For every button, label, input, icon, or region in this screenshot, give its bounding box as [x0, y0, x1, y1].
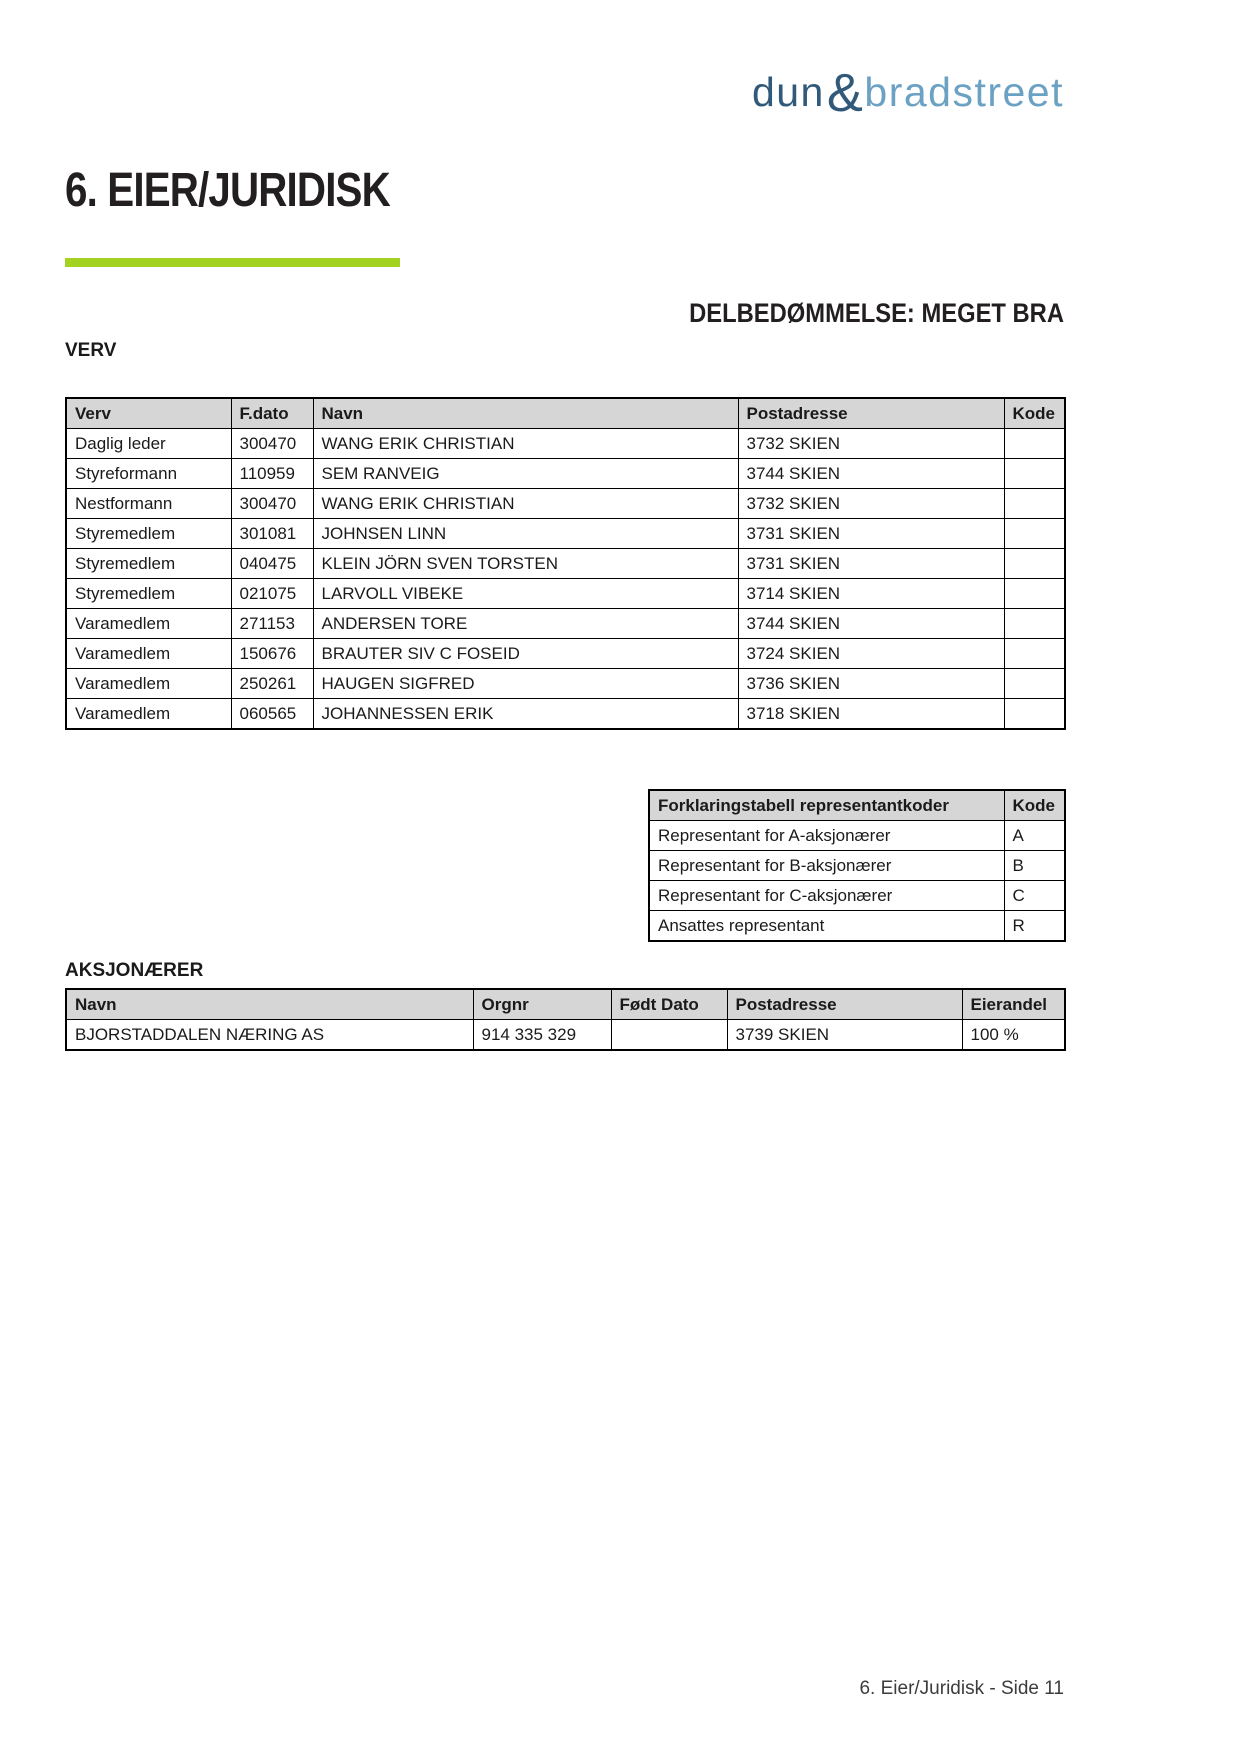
- cell-fdato: 060565: [231, 699, 313, 730]
- forklaring-header-row: [649, 790, 1065, 821]
- verv-col-header-kode: Kode: [1004, 398, 1065, 429]
- table-row: [66, 489, 1065, 519]
- cell-kode: [1004, 549, 1065, 579]
- cell-kode: [1004, 519, 1065, 549]
- cell-navn: ANDERSEN TORE: [313, 609, 738, 639]
- page-title: 6. EIER/JURIDISK: [65, 164, 390, 217]
- cell-kode: [1004, 579, 1065, 609]
- cell-fdato: 250261: [231, 669, 313, 699]
- cell-kode: [1004, 669, 1065, 699]
- verv-col-header-postadresse: Postadresse: [738, 398, 1004, 429]
- cell-fdato: 150676: [231, 639, 313, 669]
- table-row: [649, 821, 1065, 851]
- cell-postadresse: 3724 SKIEN: [738, 639, 1004, 669]
- cell-kode: R: [1004, 911, 1065, 942]
- cell-label: Representant for C-aksjonærer: [649, 881, 1004, 911]
- forklaring-table: [648, 789, 1066, 942]
- cell-verv: Styremedlem: [66, 519, 231, 549]
- cell-fdato: 040475: [231, 549, 313, 579]
- cell-kode: C: [1004, 881, 1065, 911]
- cell-kode: [1004, 609, 1065, 639]
- table-row: [66, 459, 1065, 489]
- cell-navn: BRAUTER SIV C FOSEID: [313, 639, 738, 669]
- cell-postadresse: 3731 SKIEN: [738, 519, 1004, 549]
- cell-verv: Varamedlem: [66, 639, 231, 669]
- verv-table: [65, 397, 1066, 730]
- cell-postadresse: 3714 SKIEN: [738, 579, 1004, 609]
- cell-fdato: 301081: [231, 519, 313, 549]
- cell-postadresse: 3739 SKIEN: [727, 1020, 962, 1051]
- aksjonaerer-col-header-orgnr: Orgnr: [473, 989, 611, 1020]
- aksjonaerer-col-header-eierandel: Eierandel: [962, 989, 1065, 1020]
- page-content: [65, 0, 1064, 1754]
- verv-col-header-verv: Verv: [66, 398, 231, 429]
- table-row: [66, 609, 1065, 639]
- aksjonaerer-section-label: AKSJONÆRER: [65, 960, 204, 981]
- cell-navn: JOHANNESSEN ERIK: [313, 699, 738, 730]
- cell-label: Representant for A-aksjonærer: [649, 821, 1004, 851]
- title-accent-bar: [65, 258, 400, 267]
- forklaring-col-header-label: Forklaringstabell representantkoder: [649, 790, 1004, 821]
- aksjonaerer-col-header-postadresse: Postadresse: [727, 989, 962, 1020]
- cell-verv: Varamedlem: [66, 699, 231, 730]
- cell-eierandel: 100 %: [962, 1020, 1065, 1051]
- verv-header-row: [66, 398, 1065, 429]
- cell-orgnr: 914 335 329: [473, 1020, 611, 1051]
- table-row: [66, 519, 1065, 549]
- table-row: [66, 429, 1065, 459]
- table-row: [649, 911, 1065, 942]
- cell-navn: BJORSTADDALEN NÆRING AS: [66, 1020, 473, 1051]
- cell-verv: Styremedlem: [66, 549, 231, 579]
- table-row: [66, 1020, 1065, 1051]
- cell-kode: [1004, 429, 1065, 459]
- cell-postadresse: 3736 SKIEN: [738, 669, 1004, 699]
- cell-fdato: 110959: [231, 459, 313, 489]
- cell-postadresse: 3718 SKIEN: [738, 699, 1004, 730]
- cell-verv: Daglig leder: [66, 429, 231, 459]
- verv-section-label: VERV: [65, 340, 117, 361]
- aksjonaerer-header-row: [66, 989, 1065, 1020]
- dun-bradstreet-logo: [752, 62, 1064, 124]
- cell-navn: SEM RANVEIG: [313, 459, 738, 489]
- page-footer: 6. Eier/Juridisk - Side 11: [859, 1678, 1064, 1699]
- logo-ampersand-icon: &: [826, 63, 865, 123]
- cell-postadresse: 3744 SKIEN: [738, 459, 1004, 489]
- cell-postadresse: 3732 SKIEN: [738, 429, 1004, 459]
- table-row: [649, 851, 1065, 881]
- cell-navn: WANG ERIK CHRISTIAN: [313, 489, 738, 519]
- cell-kode: [1004, 639, 1065, 669]
- cell-navn: JOHNSEN LINN: [313, 519, 738, 549]
- cell-verv: Varamedlem: [66, 609, 231, 639]
- cell-fdato: 300470: [231, 489, 313, 519]
- cell-label: Representant for B-aksjonærer: [649, 851, 1004, 881]
- cell-verv: Nestformann: [66, 489, 231, 519]
- cell-postadresse: 3732 SKIEN: [738, 489, 1004, 519]
- delbedommelse-heading: DELBEDØMMELSE: MEGET BRA: [689, 298, 1064, 328]
- verv-col-header-fdato: F.dato: [231, 398, 313, 429]
- aksjonaerer-table: [65, 988, 1066, 1051]
- cell-verv: Styremedlem: [66, 579, 231, 609]
- cell-fodt-dato: [611, 1020, 727, 1051]
- cell-kode: [1004, 459, 1065, 489]
- cell-kode: [1004, 699, 1065, 730]
- aksjonaerer-col-header-navn: Navn: [66, 989, 473, 1020]
- table-row: [66, 699, 1065, 730]
- cell-kode: A: [1004, 821, 1065, 851]
- cell-kode: B: [1004, 851, 1065, 881]
- aksjonaerer-col-header-fodt-dato: Født Dato: [611, 989, 727, 1020]
- verv-col-header-navn: Navn: [313, 398, 738, 429]
- cell-verv: Styreformann: [66, 459, 231, 489]
- cell-postadresse: 3744 SKIEN: [738, 609, 1004, 639]
- table-row: [649, 881, 1065, 911]
- cell-fdato: 300470: [231, 429, 313, 459]
- cell-navn: KLEIN JÖRN SVEN TORSTEN: [313, 549, 738, 579]
- cell-verv: Varamedlem: [66, 669, 231, 699]
- cell-navn: HAUGEN SIGFRED: [313, 669, 738, 699]
- cell-postadresse: 3731 SKIEN: [738, 549, 1004, 579]
- cell-navn: LARVOLL VIBEKE: [313, 579, 738, 609]
- table-row: [66, 549, 1065, 579]
- logo-text-dun: dun: [751, 69, 825, 115]
- cell-navn: WANG ERIK CHRISTIAN: [313, 429, 738, 459]
- cell-kode: [1004, 489, 1065, 519]
- table-row: [66, 669, 1065, 699]
- cell-fdato: 271153: [231, 609, 313, 639]
- cell-fdato: 021075: [231, 579, 313, 609]
- logo-text-bradstreet: bradstreet: [864, 69, 1064, 115]
- forklaring-col-header-kode: Kode: [1004, 790, 1065, 821]
- cell-label: Ansattes representant: [649, 911, 1004, 942]
- table-row: [66, 639, 1065, 669]
- table-row: [66, 579, 1065, 609]
